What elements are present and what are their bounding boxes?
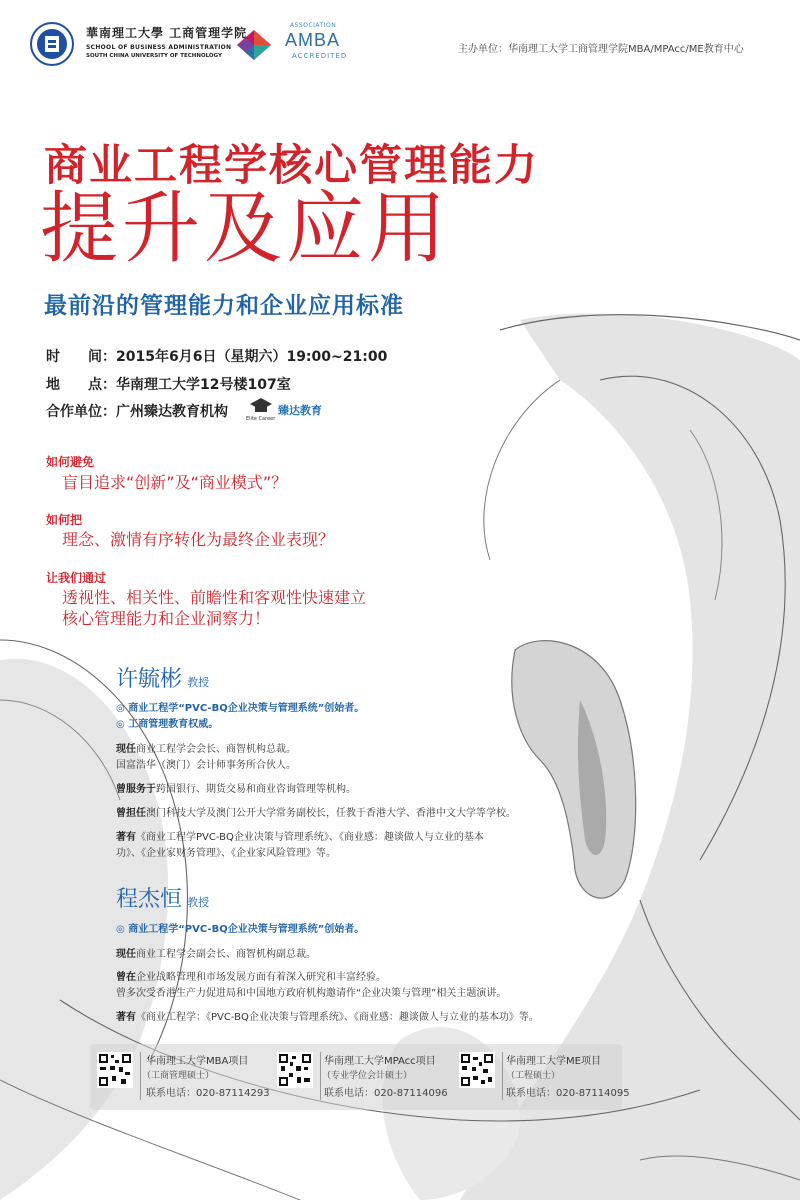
footer-mpacc-title: 华南理工大学MPAcc项目 (324, 1056, 436, 1067)
place-value: 华南理工大学12号楼107室 (116, 377, 291, 393)
amba-association-text: ASSOCIATION (290, 22, 337, 29)
professor-1-bio-4: 曾担任澳门科技大学及澳门公开大学常务副校长，任教于香港大学、香港中文大学等学校。 (116, 808, 516, 819)
school-name-en-line2: SOUTH CHINA UNIVERSITY OF TECHNOLOGY (86, 53, 222, 59)
footer-mpacc-degree: （专业学位会计硕士） (322, 1071, 413, 1081)
info-time (46, 346, 387, 366)
professor-2-bio-1: 现任商业工程学会副会长、商智机构副总裁。 (116, 949, 316, 960)
professor-2-bio-3: 曾多次受香港生产力促进局和中国地方政府机构邀请作“企业决策与管理”相关主题演讲。 (116, 988, 507, 999)
footer-me-degree: （工程硕士） (506, 1071, 561, 1081)
professor-1-bio-1: 现任商业工程学会会长、商智机构总裁。 (116, 744, 296, 755)
partner-logo-name: 臻达教育 (278, 404, 322, 417)
time-label: 时 间： (46, 349, 116, 365)
footer-mba-tel: 联系电话：020-87114293 (146, 1088, 270, 1099)
question-1-lead: 如何避免 (46, 455, 95, 469)
professor-2-bullet-1: ◎ 商业工程学“PVC-BQ企业决策与管理系统”创始者。 (116, 924, 365, 935)
question-2-text: 理念、激情有序转化为最终企业表现？ (62, 530, 335, 549)
professor-1-bio-5: 著有《商业工程学PVC-BQ企业决策与管理系统》、《商业感：趣谈做人与立业的基本 (116, 832, 484, 843)
footer-me-tel: 联系电话：020-87114095 (506, 1088, 630, 1099)
question-1-text: 盲目追求“创新”及“商业模式”？ (62, 473, 288, 492)
professor-1-title: 教授 (187, 676, 210, 689)
professor-1-heading (116, 662, 209, 693)
time-value: 2015年6月6日（星期六）19:00~21:00 (116, 349, 388, 365)
qr-code-mpacc[interactable] (277, 1052, 313, 1088)
info-partner (46, 401, 228, 421)
professor-2-bio-4: 著有《商业工程学：《PVC-BQ企业决策与管理系统》、《商业感：趣谈做人与立业的基本功》等。 (116, 1012, 539, 1023)
professor-2-heading (116, 882, 209, 913)
professor-1-bio-3: 曾服务于跨国银行、期货交易和商业咨询管理等机构。 (116, 784, 356, 795)
professor-2-title: 教授 (187, 896, 210, 909)
title-line-2: 提升及应用 (40, 184, 451, 274)
professor-2-bio-2: 曾在企业战略管理和市场发展方面有着深入研究和丰富经验。 (116, 972, 386, 983)
subtitle: 最前沿的管理能力和企业应用标准 (44, 292, 404, 319)
qr-code-me[interactable] (459, 1052, 495, 1088)
qr-code-mba[interactable] (97, 1052, 133, 1088)
amba-diamond-logo (235, 28, 273, 62)
question-3-text-1: 透视性、相关性、前瞻性和客观性快速建立 (62, 588, 367, 607)
title-line-1: 商业工程学核心管理能力 (44, 141, 539, 191)
footer-divider-1 (140, 1052, 141, 1100)
footer-divider-2 (320, 1052, 321, 1100)
footer-divider-3 (502, 1052, 503, 1100)
sponsor-text: 主办单位：华南理工大学工商管理学院MBA/MPAcc/ME教育中心 (458, 44, 744, 55)
professor-1-name: 许毓彬 (116, 667, 183, 692)
place-label: 地 点： (46, 377, 116, 393)
school-name-en-line1: SCHOOL OF BUSINESS ADMINISTRATION (86, 44, 232, 51)
footer-me-title: 华南理工大学ME项目 (506, 1056, 601, 1067)
professor-1-bio-6: 功》、《企业家财务管理》、《企业家风险管理》等。 (116, 848, 336, 859)
amba-accredited-text: ACCREDITED (292, 52, 348, 60)
professor-2-name: 程杰恒 (116, 887, 183, 912)
partner-logo-icon (248, 396, 274, 416)
footer-mba-degree: （工商管理硕士） (142, 1071, 215, 1081)
partner-label: 合作单位： (46, 404, 116, 420)
professor-1-bio-2: 国富浩华（澳门）会计师事务所合伙人。 (116, 760, 296, 771)
school-name-cn: 華南理工大學 工商管理学院 (86, 26, 248, 40)
question-3-lead: 让我们通过 (46, 571, 107, 585)
question-3-text-2: 核心管理能力和企业洞察力！ (62, 609, 271, 628)
info-place (46, 374, 291, 394)
partner-logo-sub: Elite Career (246, 416, 276, 422)
professor-1-bullet-1: ◎ 商业工程学“PVC-BQ企业决策与管理系统”创始者。 (116, 703, 365, 714)
partner-value: 广州臻达教育机构 (116, 404, 228, 420)
professor-1-bullet-2: ◎ 工商管理教育权威。 (116, 719, 219, 730)
footer-mba-title: 华南理工大学MBA项目 (146, 1056, 249, 1067)
footer-mpacc-tel: 联系电话：020-87114096 (324, 1088, 448, 1099)
university-seal-logo (30, 22, 74, 66)
amba-logo-text: AMBA (285, 30, 341, 50)
question-2-lead: 如何把 (46, 513, 83, 527)
